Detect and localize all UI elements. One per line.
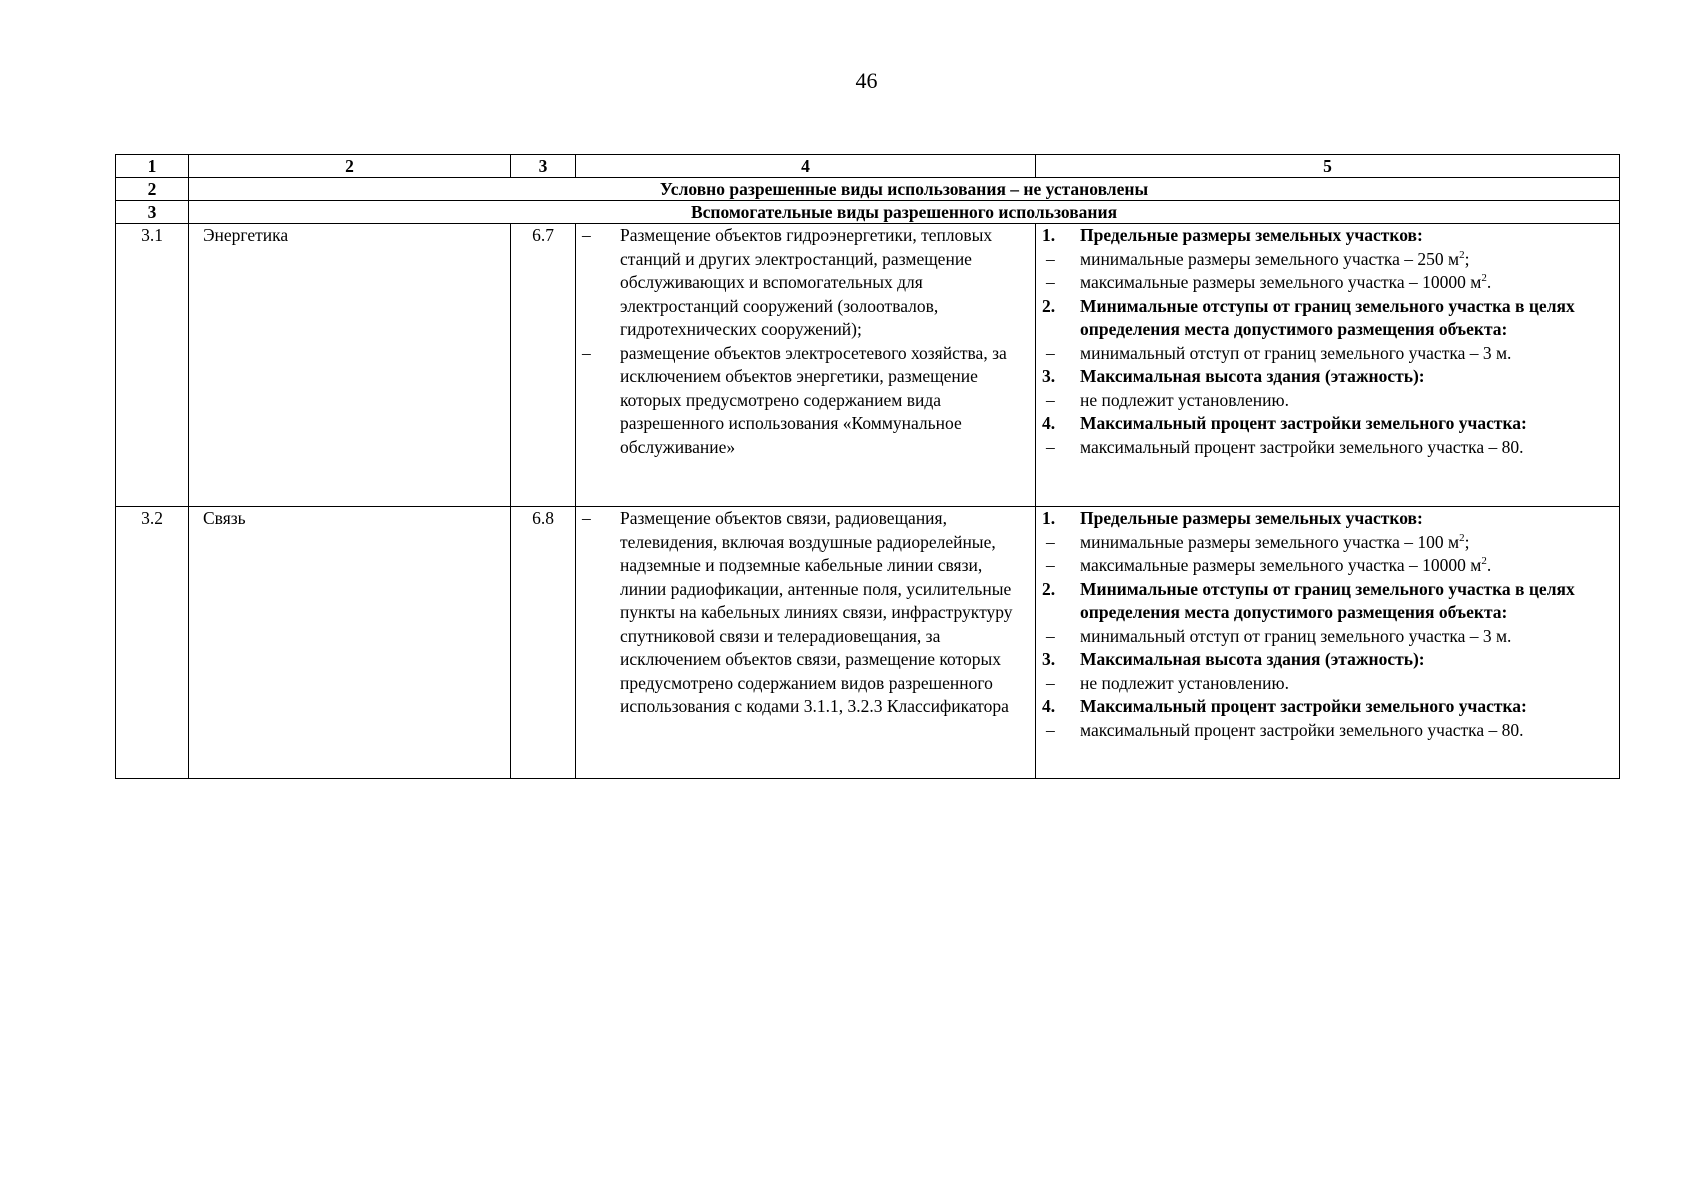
column-header-3: 3	[511, 155, 576, 178]
dash-marker: –	[582, 508, 591, 528]
column-number-row	[116, 155, 1620, 178]
parameter-item: – не подлежит установлению.	[1046, 672, 1289, 693]
page-number: 46	[855, 68, 878, 93]
row-number: 3.1	[116, 224, 189, 507]
dash-marker: –	[582, 342, 591, 363]
parameter-item: – минимальные размеры земельного участка – 100 $м^2$;	[1046, 531, 1470, 552]
use-type-description	[576, 224, 1036, 507]
use-type-description	[576, 507, 1036, 779]
section-row-auxiliary	[116, 201, 1620, 224]
parameter-heading: 3. Максимальная высота здания (этажность):	[1042, 366, 1425, 386]
parameter-item: – максимальный процент застройки земельного участка – 80.	[1046, 436, 1524, 457]
column-header-2: 2	[189, 155, 511, 178]
parameter-heading: 3. Максимальная высота здания (этажность):	[1042, 649, 1425, 669]
section-title: Условно разрешенные виды использования – не установлены	[189, 178, 1620, 201]
parameter-item: – не подлежит установлению.	[1046, 389, 1289, 410]
parameter-item: – минимальные размеры земельного участка – 250 $м^2$;	[1046, 248, 1470, 269]
section-number: 3	[116, 201, 189, 224]
column-header-5: 5	[1036, 155, 1620, 178]
description-item: – размещение объектов электросетевого хозяйства, за исключением объектов энергетики, размещение которых предусмотрено содержанием вида разрешенного использования «Коммунальное обслуживание»	[582, 342, 1025, 460]
table-row	[116, 224, 1620, 507]
parameters-cell	[1036, 224, 1620, 507]
parameter-item: – минимальный отступ от границ земельного участка – 3 м.	[1046, 625, 1512, 646]
section-row-conditional	[116, 178, 1620, 201]
description-item: – Размещение объектов гидроэнергетики, тепловых станций и других электростанций, размещение обслуживающих и вспомогательных для электростанций сооружений (золоотвалов, гидротехнических сооружений);	[582, 224, 1025, 342]
table-row	[116, 507, 1620, 779]
parameter-heading: 4. Максимальный процент застройки земельного участка:	[1042, 696, 1527, 716]
row-number: 3.2	[116, 507, 189, 779]
column-header-1: 1	[116, 155, 189, 178]
land-use-table	[115, 154, 1620, 779]
parameter-heading: 1. Предельные размеры земельных участков:	[1042, 225, 1423, 245]
parameter-item: – максимальные размеры земельного участка – 10000 $м^2$.	[1046, 555, 1492, 575]
section-number: 2	[116, 178, 189, 201]
parameter-item: – максимальные размеры земельного участка – 10000 $м^2$.	[1046, 272, 1492, 292]
parameter-heading: 1. Предельные размеры земельных участков:	[1042, 508, 1423, 528]
use-type-code: 6.7	[511, 224, 576, 507]
dash-marker: –	[582, 225, 591, 245]
parameters-cell	[1036, 507, 1620, 779]
description-item: – Размещение объектов связи, радиовещания, телевидения, включая воздушные радиорелейные, надземные и подземные кабельные линии связи, линии радиофикации, антенные поля, усилительные пункты на кабельных линиях связи, инфраструктуру спутниковой связи и телерадиовещания, за исключением объектов связи, размещение которых предусмотрено содержанием видов разрешенного использования с кодами 3.1.1, 3.2.3 Классификатора	[582, 507, 1025, 719]
parameter-item: – минимальный отступ от границ земельного участка – 3 м.	[1046, 342, 1512, 363]
use-type-name: Энергетика	[189, 224, 511, 507]
use-type-name: Связь	[189, 507, 511, 779]
parameter-heading: 2. Минимальные отступы от границ земельного участка в целях определения места допустимого размещения объекта:	[1042, 578, 1575, 622]
use-type-code: 6.8	[511, 507, 576, 779]
parameter-heading: 2. Минимальные отступы от границ земельного участка в целях определения места допустимого размещения объекта:	[1042, 295, 1575, 339]
parameter-heading: 4. Максимальный процент застройки земельного участка:	[1042, 413, 1527, 433]
section-title: Вспомогательные виды разрешенного использования	[189, 201, 1620, 224]
parameter-item: – максимальный процент застройки земельного участка – 80.	[1046, 719, 1524, 740]
column-header-4: 4	[576, 155, 1036, 178]
